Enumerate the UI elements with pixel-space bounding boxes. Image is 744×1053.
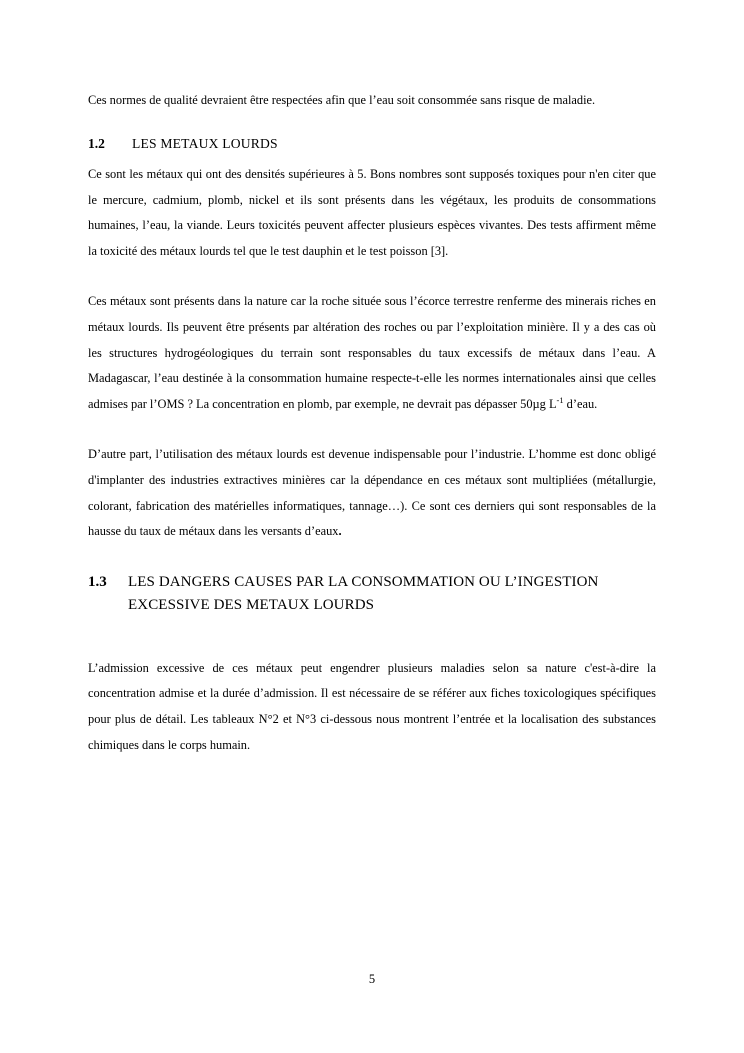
section-1-2-paragraph-3 [88, 442, 656, 545]
unit-superscript: -1 [556, 395, 564, 406]
section-heading-1-3 [88, 571, 656, 618]
section-title: LES METAUX LOURDS [132, 135, 278, 151]
section-1-2-paragraph-2-text: Ces métaux sont présents dans la nature car la roche située sous l’écorce terrestre renferme des minerais riches en métaux lourds. Ils peuvent être présents par altération des roches ou par l’exploitation minière. Il y a des cas où les structures hydrogéologiques du terrain sont responsables du taux excessifs de métaux dans l’eau. A Madagascar, l’eau destinée à la consommation humaine respecte-t-elle les normes internationales ainsi que celles admises par l’OMS ? La concentration en plomb, par exemple, ne devrait pas dépasser 50µg L [88, 293, 656, 412]
section-1-2-paragraph-3-tail: . [338, 524, 342, 539]
section-heading-1-2 [88, 136, 656, 152]
section-1-2-paragraph-3-text: D’autre part, l’utilisation des métaux lourds est devenue indispensable pour l’industrie. L’homme est donc obligé d'implanter des industries extractives minières car la dépendance en ces métaux sont multipliées (métallurgie, colorant, fabrication des matérielles informatiques, tannage…). Ce sont ces derniers qui sont responsables de la hausse du taux de métaux dans les versants d’eaux [88, 446, 656, 539]
section-number: 1.2 [88, 135, 105, 151]
section-number: 1.3 [88, 574, 107, 591]
page-content [88, 88, 656, 759]
heading-spacer [88, 638, 656, 656]
paragraph-spacer [88, 279, 656, 289]
section-1-2-paragraph-1: Ce sont les métaux qui ont des densités supérieures à 5. Bons nombres sont supposés toxiques pour n'en citer que le mercure, cadmium, plomb, nickel et ils sont présents dans les végétaux, les produits de consommations humaines, l’eau, la viande. Leurs toxicités peuvent affecter plusieurs espèces vivantes. Des tests affirment même la toxicité des métaux lourds tel que le test dauphin et le test poisson [3]. [88, 166, 656, 259]
paragraph-spacer [88, 432, 656, 442]
page-number: 5 [368, 972, 376, 986]
section-1-2-paragraph-2 [88, 289, 656, 418]
section-1-3-paragraph-1: L’admission excessive de ces métaux peut engendrer plusieurs maladies selon sa nature c'est-à-dire la concentration admise et la durée d’admission. Il est nécessaire de se référer aux fiches toxicologiques spécifiques pour plus de détail. Les tableaux N°2 et N°3 ci-dessous nous montrent l’entrée et la localisation des substances chimiques dans le corps humain. [88, 660, 656, 753]
section-1-2-paragraph-2-tail: d’eau. [563, 397, 598, 412]
intro-paragraph: Ces normes de qualité devraient être respectées afin que l’eau soit consommée sans risque de maladie. [88, 93, 596, 107]
section-title: LES DANGERS CAUSES PAR LA CONSOMMATION OU L’INGESTION EXCESSIVE DES METAUX LOURDS [128, 574, 599, 614]
